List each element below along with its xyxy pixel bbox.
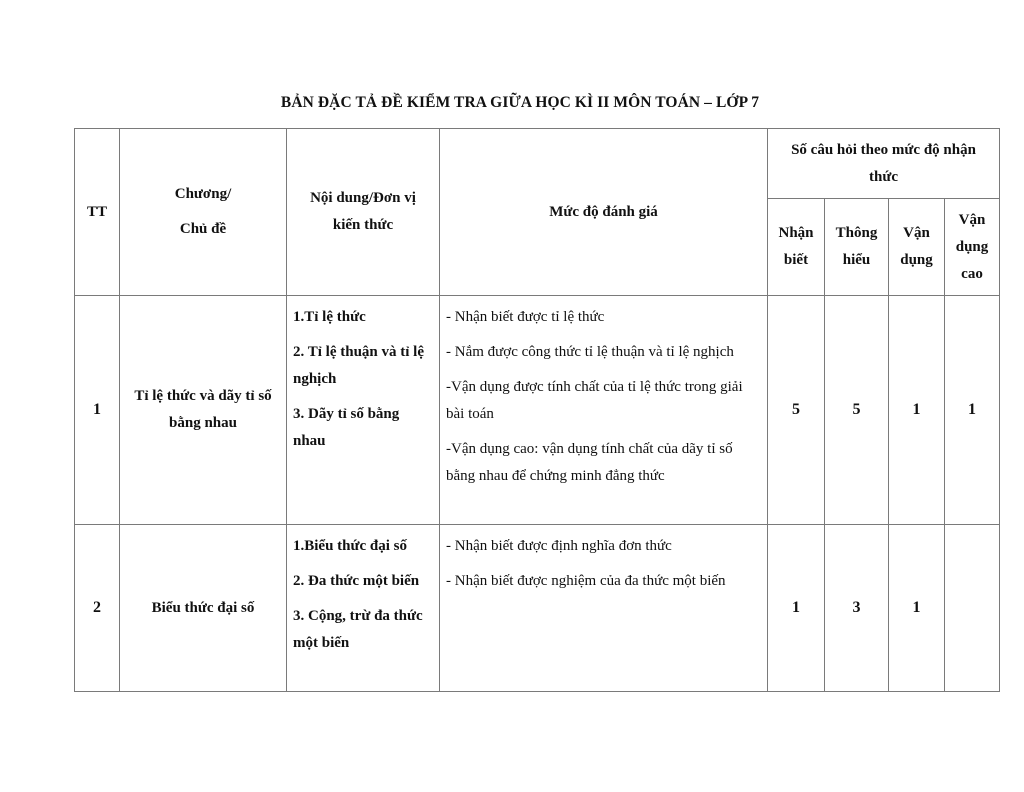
description-item: -Vận dụng cao: vận dụng tính chất của dãy tỉ số bằng nhau để chứng minh đẳng thức <box>446 441 733 484</box>
count-recognize: 1 <box>768 525 825 692</box>
row-tt: 1 <box>75 296 120 525</box>
header-row-1 <box>75 129 1000 199</box>
header-chapter-line1: Chương/ <box>174 186 232 202</box>
count-understand: 5 <box>825 296 889 525</box>
description-item: - Nhận biết được định nghĩa đơn thức <box>446 538 672 554</box>
header-tt: TT <box>75 129 120 296</box>
content-item: 3. Cộng, trừ đa thức một biến <box>293 608 423 651</box>
header-apply-high: Vận dụng cao <box>945 199 1000 296</box>
row-descriptions <box>440 525 768 692</box>
content-item: 1.Tỉ lệ thức <box>293 309 366 325</box>
count-apply-high <box>945 525 1000 692</box>
header-chapter <box>120 129 287 296</box>
description-item: - Nhận biết được nghiệm của đa thức một biến <box>446 573 726 589</box>
document-title: BẢN ĐẶC TẢ ĐỀ KIỂM TRA GIỮA HỌC KÌ II MÔN TOÁN – LỚP 7 <box>280 94 760 111</box>
row-tt: 2 <box>75 525 120 692</box>
content-item: 3. Dãy tỉ số bằng nhau <box>293 406 400 449</box>
description-item: - Nắm được công thức tỉ lệ thuận và tỉ lệ nghịch <box>446 344 734 360</box>
specification-table <box>74 128 1000 692</box>
count-apply: 1 <box>889 296 945 525</box>
count-apply-high: 1 <box>945 296 1000 525</box>
header-question-count: Số câu hỏi theo mức độ nhận thức <box>768 129 1000 199</box>
count-apply: 1 <box>889 525 945 692</box>
row-descriptions <box>440 296 768 525</box>
header-apply: Vận dụng <box>889 199 945 296</box>
count-understand: 3 <box>825 525 889 692</box>
row-contents <box>287 525 440 692</box>
header-assessment: Mức độ đánh giá <box>440 129 768 296</box>
content-item: 2. Đa thức một biến <box>293 573 420 589</box>
header-understand: Thông hiểu <box>825 199 889 296</box>
row-chapter: Tỉ lệ thức và dãy tỉ số bằng nhau <box>120 296 287 525</box>
description-item: - Nhận biết được tỉ lệ thức <box>446 309 605 325</box>
header-content: Nội dung/Đơn vị kiến thức <box>287 129 440 296</box>
header-recognize: Nhận biết <box>768 199 825 296</box>
description-item: -Vận dụng được tính chất của tỉ lệ thức trong giải bài toán <box>446 379 743 422</box>
row-chapter: Biểu thức đại số <box>120 525 287 692</box>
table-row <box>75 296 1000 525</box>
header-chapter-line2: Chủ đề <box>179 221 227 237</box>
content-item: 2. Tỉ lệ thuận và tỉ lệ nghịch <box>293 344 424 387</box>
table-row <box>75 525 1000 692</box>
row-contents <box>287 296 440 525</box>
content-item: 1.Biểu thức đại số <box>293 538 408 554</box>
count-recognize: 5 <box>768 296 825 525</box>
